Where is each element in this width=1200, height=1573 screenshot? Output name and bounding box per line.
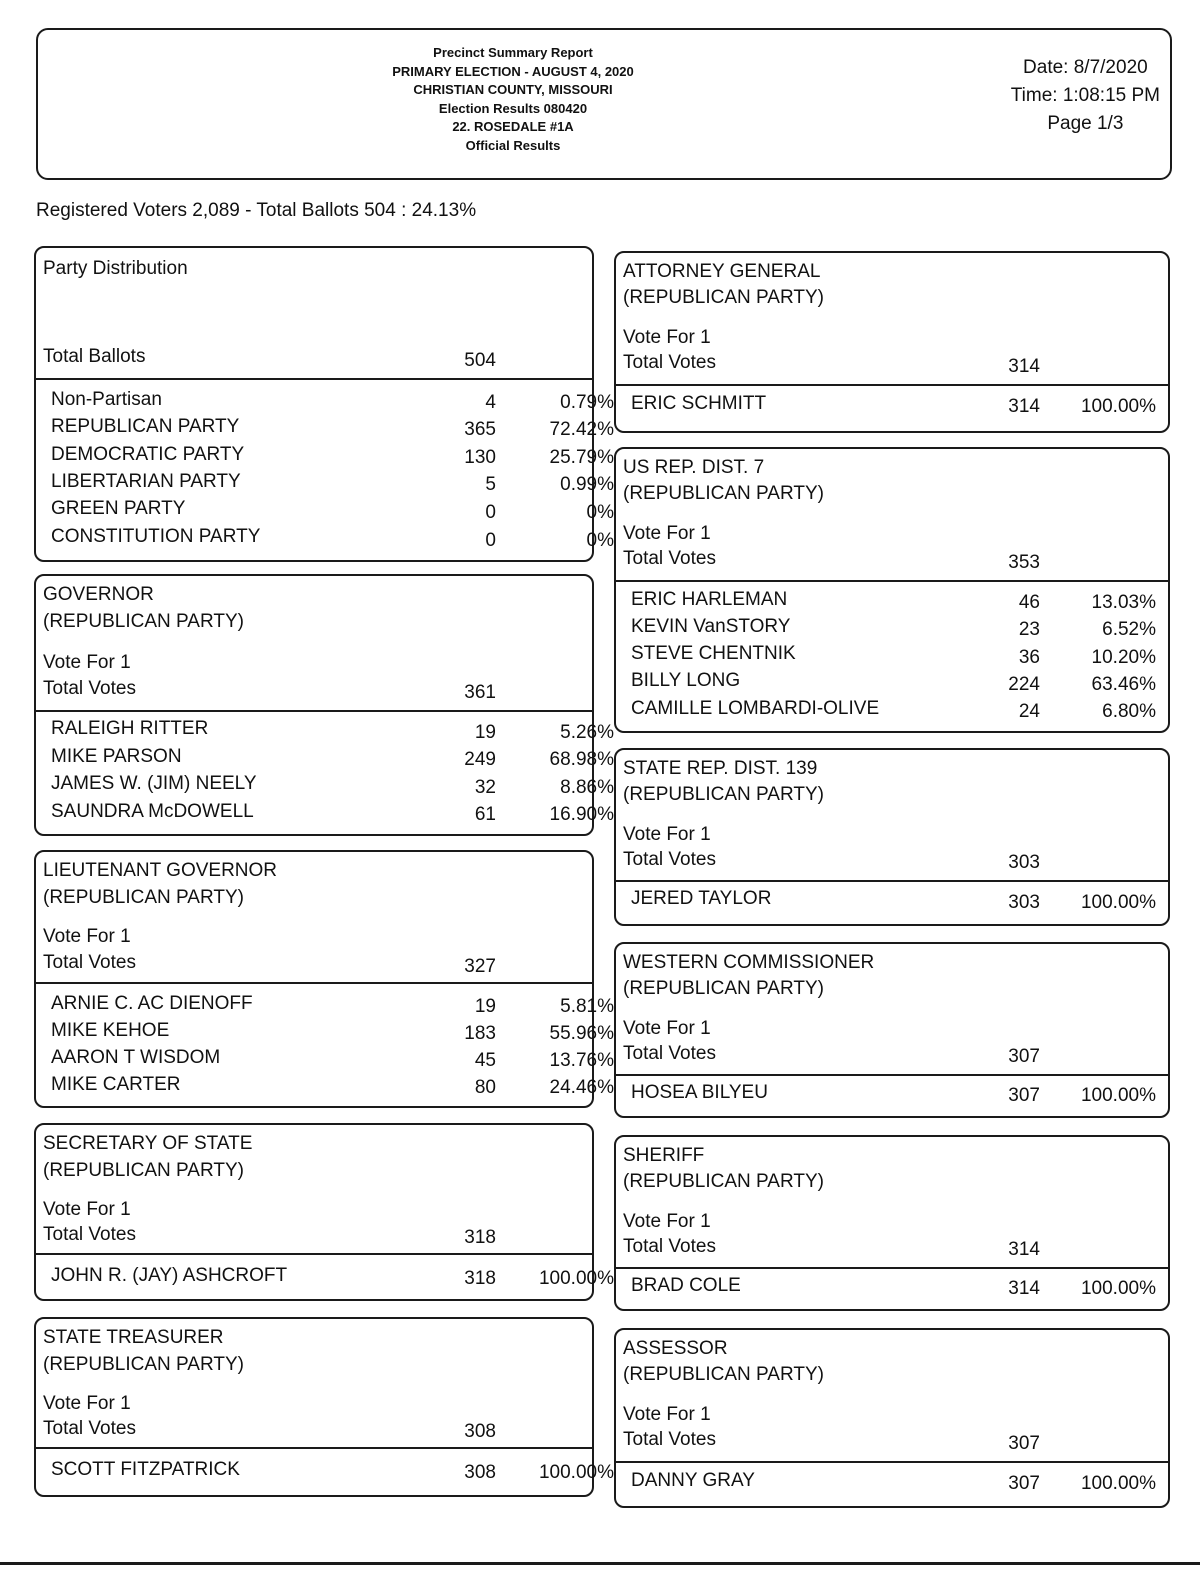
- divider: [616, 880, 1168, 882]
- total-ballots-label: Total Ballots: [43, 346, 146, 367]
- race-title: STATE TREASURER: [43, 1327, 224, 1348]
- party-percent: 0.79%: [560, 392, 614, 413]
- candidate-votes: 314: [1008, 396, 1040, 417]
- candidate-name: DANNY GRAY: [631, 1470, 755, 1491]
- candidate-percent: 8.86%: [560, 777, 614, 798]
- total-votes-value: 353: [1008, 552, 1040, 573]
- candidate-percent: 6.80%: [1102, 701, 1156, 722]
- candidate-name: SCOTT FITZPATRICK: [51, 1459, 240, 1480]
- party-name: REPUBLICAN PARTY: [51, 416, 240, 437]
- candidate-name: ERIC HARLEMAN: [631, 589, 788, 610]
- total-votes-label: Total Votes: [43, 678, 136, 699]
- total-votes-label: Total Votes: [623, 352, 716, 373]
- race-box-sheriff: [614, 1135, 1170, 1311]
- total-votes-label: Total Votes: [623, 1043, 716, 1064]
- divider: [36, 710, 592, 712]
- candidate-votes: 307: [1008, 1085, 1040, 1106]
- registered-voters-summary: Registered Voters 2,089 - Total Ballots 504 : 24.13%: [36, 200, 477, 221]
- race-box-western-commissioner: [614, 942, 1170, 1118]
- candidate-percent: 100.00%: [1080, 1085, 1156, 1106]
- precinct-name: 22. ROSEDALE #1A: [452, 119, 574, 134]
- party-distribution-box: [34, 246, 614, 562]
- candidate-votes: 318: [464, 1268, 496, 1289]
- party-name: CONSTITUTION PARTY: [51, 526, 261, 547]
- candidate-percent: 100.00%: [1080, 892, 1156, 913]
- candidate-percent: 5.81%: [560, 996, 614, 1017]
- candidate-percent: 6.52%: [1102, 619, 1156, 640]
- candidate-name: MIKE CARTER: [51, 1074, 181, 1095]
- page-bottom-rule: [0, 1562, 1200, 1565]
- total-votes-label: Total Votes: [623, 849, 716, 870]
- total-votes-value: 307: [1008, 1046, 1040, 1067]
- party-votes: 365: [464, 419, 496, 440]
- party-distribution-title: Party Distribution: [43, 258, 188, 279]
- candidate-percent: 68.98%: [549, 749, 614, 770]
- race-party: (REPUBLICAN PARTY): [43, 1354, 244, 1375]
- election-name: PRIMARY ELECTION - AUGUST 4, 2020: [392, 63, 634, 79]
- results-status: Official Results: [465, 137, 561, 153]
- race-party: (REPUBLICAN PARTY): [623, 287, 824, 308]
- candidate-name: MIKE PARSON: [51, 746, 182, 767]
- party-votes: 4: [485, 392, 496, 413]
- vote-for-label: Vote For 1: [623, 824, 711, 845]
- vote-for-label: Vote For 1: [623, 1211, 711, 1232]
- party-votes: 0: [485, 530, 496, 551]
- divider: [36, 1447, 592, 1449]
- total-votes-label: Total Votes: [623, 548, 716, 569]
- candidate-votes: 45: [474, 1050, 496, 1071]
- candidate-name: JERED TAYLOR: [631, 888, 772, 909]
- candidate-name: BRAD COLE: [631, 1275, 741, 1296]
- total-votes-label: Total Votes: [43, 1418, 136, 1439]
- county-name: CHRISTIAN COUNTY, MISSOURI: [413, 82, 613, 97]
- report-title-block: [348, 44, 678, 155]
- report-date: Date: 8/7/2020: [1023, 57, 1148, 78]
- total-votes-value: 308: [464, 1421, 496, 1442]
- total-votes-value: 361: [464, 682, 496, 703]
- report-time: Time: 1:08:15 PM: [1010, 85, 1160, 106]
- race-box-attorney-general: [614, 251, 1170, 433]
- party-name: LIBERTARIAN PARTY: [51, 471, 241, 492]
- candidate-name: ERIC SCHMITT: [631, 393, 767, 414]
- candidate-name: JAMES W. (JIM) NEELY: [51, 773, 257, 794]
- candidate-votes: 224: [1008, 674, 1040, 695]
- race-title: SECRETARY OF STATE: [43, 1133, 253, 1154]
- report-header: [36, 28, 1172, 180]
- party-votes: 0: [485, 502, 496, 523]
- race-party: (REPUBLICAN PARTY): [623, 1171, 824, 1192]
- divider: [616, 1267, 1168, 1269]
- candidate-votes: 19: [474, 996, 496, 1017]
- total-votes-label: Total Votes: [623, 1429, 716, 1450]
- candidate-name: KEVIN VanSTORY: [631, 616, 791, 637]
- vote-for-label: Vote For 1: [43, 1199, 131, 1220]
- race-title: ASSESSOR: [623, 1338, 728, 1359]
- candidate-votes: 46: [1018, 592, 1040, 613]
- total-votes-label: Total Votes: [43, 952, 136, 973]
- race-title: WESTERN COMMISSIONER: [623, 952, 875, 973]
- total-votes-value: 318: [464, 1227, 496, 1248]
- candidate-votes: 24: [1018, 701, 1040, 722]
- party-votes: 130: [464, 447, 496, 468]
- candidate-votes: 36: [1018, 647, 1040, 668]
- race-title: SHERIFF: [623, 1145, 705, 1166]
- race-box-us-rep-dist-7: [614, 447, 1170, 733]
- candidate-votes: 23: [1018, 619, 1040, 640]
- candidate-name: ARNIE C. AC DIENOFF: [51, 993, 253, 1014]
- race-party: (REPUBLICAN PARTY): [623, 784, 824, 805]
- total-votes-value: 303: [1008, 852, 1040, 873]
- candidate-name: MIKE KEHOE: [51, 1020, 170, 1041]
- race-box-state-treasurer: [34, 1317, 614, 1497]
- total-ballots-value: 504: [464, 350, 496, 371]
- vote-for-label: Vote For 1: [623, 327, 711, 348]
- candidate-percent: 100.00%: [538, 1268, 614, 1289]
- candidate-votes: 183: [464, 1023, 496, 1044]
- vote-for-label: Vote For 1: [43, 652, 131, 673]
- race-title: LIEUTENANT GOVERNOR: [43, 860, 278, 881]
- vote-for-label: Vote For 1: [43, 1393, 131, 1414]
- candidate-name: HOSEA BILYEU: [631, 1082, 768, 1103]
- candidate-name: RALEIGH RITTER: [51, 718, 209, 739]
- vote-for-label: Vote For 1: [623, 523, 711, 544]
- divider: [36, 378, 592, 380]
- party-votes: 5: [485, 474, 496, 495]
- party-name: GREEN PARTY: [51, 498, 186, 519]
- results-id: Election Results 080420: [438, 100, 588, 116]
- candidate-votes: 80: [474, 1077, 496, 1098]
- race-box-secretary-of-state: [34, 1123, 614, 1301]
- race-box-state-rep-dist-139: [614, 748, 1170, 926]
- candidate-percent: 100.00%: [1080, 1278, 1156, 1299]
- total-votes-value: 314: [1008, 356, 1040, 377]
- party-percent: 0%: [586, 502, 614, 523]
- vote-for-label: Vote For 1: [43, 926, 131, 947]
- candidate-votes: 19: [474, 722, 496, 743]
- race-box-lieutenant-governor: [34, 850, 614, 1108]
- race-party: (REPUBLICAN PARTY): [623, 483, 824, 504]
- candidate-percent: 100.00%: [1080, 396, 1156, 417]
- race-party: (REPUBLICAN PARTY): [623, 1364, 824, 1385]
- candidate-percent: 100.00%: [538, 1462, 614, 1483]
- divider: [616, 1461, 1168, 1463]
- total-votes-value: 314: [1008, 1239, 1040, 1260]
- party-name: Non-Partisan: [51, 389, 162, 410]
- candidate-votes: 307: [1008, 1473, 1040, 1494]
- candidate-name: BILLY LONG: [631, 670, 741, 691]
- divider: [616, 384, 1168, 386]
- party-percent: 0.99%: [560, 474, 614, 495]
- candidate-percent: 16.90%: [549, 804, 614, 825]
- candidate-votes: 32: [474, 777, 496, 798]
- party-percent: 0%: [586, 530, 614, 551]
- total-votes-label: Total Votes: [623, 1236, 716, 1257]
- candidate-votes: 314: [1008, 1278, 1040, 1299]
- candidate-votes: 249: [464, 749, 496, 770]
- candidate-votes: 303: [1008, 892, 1040, 913]
- race-title: US REP. DIST. 7: [623, 457, 765, 478]
- total-votes-label: Total Votes: [43, 1224, 136, 1245]
- candidate-percent: 55.96%: [549, 1023, 614, 1044]
- party-name: DEMOCRATIC PARTY: [51, 444, 245, 465]
- race-title: ATTORNEY GENERAL: [623, 261, 821, 282]
- party-percent: 72.42%: [549, 419, 614, 440]
- race-party: (REPUBLICAN PARTY): [623, 978, 824, 999]
- divider: [616, 1074, 1168, 1076]
- candidate-percent: 5.26%: [560, 722, 614, 743]
- report-type: Precinct Summary Report: [433, 45, 593, 60]
- total-votes-value: 307: [1008, 1433, 1040, 1454]
- vote-for-label: Vote For 1: [623, 1018, 711, 1039]
- candidate-votes: 61: [474, 804, 496, 825]
- race-party: (REPUBLICAN PARTY): [43, 611, 244, 632]
- race-title: STATE REP. DIST. 139: [623, 758, 818, 779]
- candidate-name: SAUNDRA McDOWELL: [51, 801, 254, 822]
- race-box-assessor: [614, 1328, 1170, 1508]
- total-votes-value: 327: [464, 956, 496, 977]
- candidate-votes: 308: [464, 1462, 496, 1483]
- candidate-percent: 10.20%: [1091, 647, 1156, 668]
- race-party: (REPUBLICAN PARTY): [43, 1160, 244, 1181]
- candidate-percent: 24.46%: [549, 1077, 614, 1098]
- candidate-name: JOHN R. (JAY) ASHCROFT: [51, 1265, 288, 1286]
- candidate-percent: 13.03%: [1091, 592, 1156, 613]
- candidate-percent: 13.76%: [549, 1050, 614, 1071]
- divider: [36, 982, 592, 984]
- page-number: Page 1/3: [1047, 113, 1124, 134]
- race-box-governor: [34, 574, 614, 836]
- party-percent: 25.79%: [549, 447, 614, 468]
- candidate-name: AARON T WISDOM: [51, 1047, 221, 1068]
- candidate-name: CAMILLE LOMBARDI-OLIVE: [631, 698, 880, 719]
- candidate-name: STEVE CHENTNIK: [631, 643, 796, 664]
- vote-for-label: Vote For 1: [623, 1404, 711, 1425]
- divider: [36, 1253, 592, 1255]
- candidate-percent: 100.00%: [1080, 1473, 1156, 1494]
- race-title: GOVERNOR: [43, 584, 154, 605]
- report-meta: [1011, 54, 1160, 138]
- candidate-percent: 63.46%: [1091, 674, 1156, 695]
- divider: [616, 580, 1168, 582]
- race-party: (REPUBLICAN PARTY): [43, 887, 244, 908]
